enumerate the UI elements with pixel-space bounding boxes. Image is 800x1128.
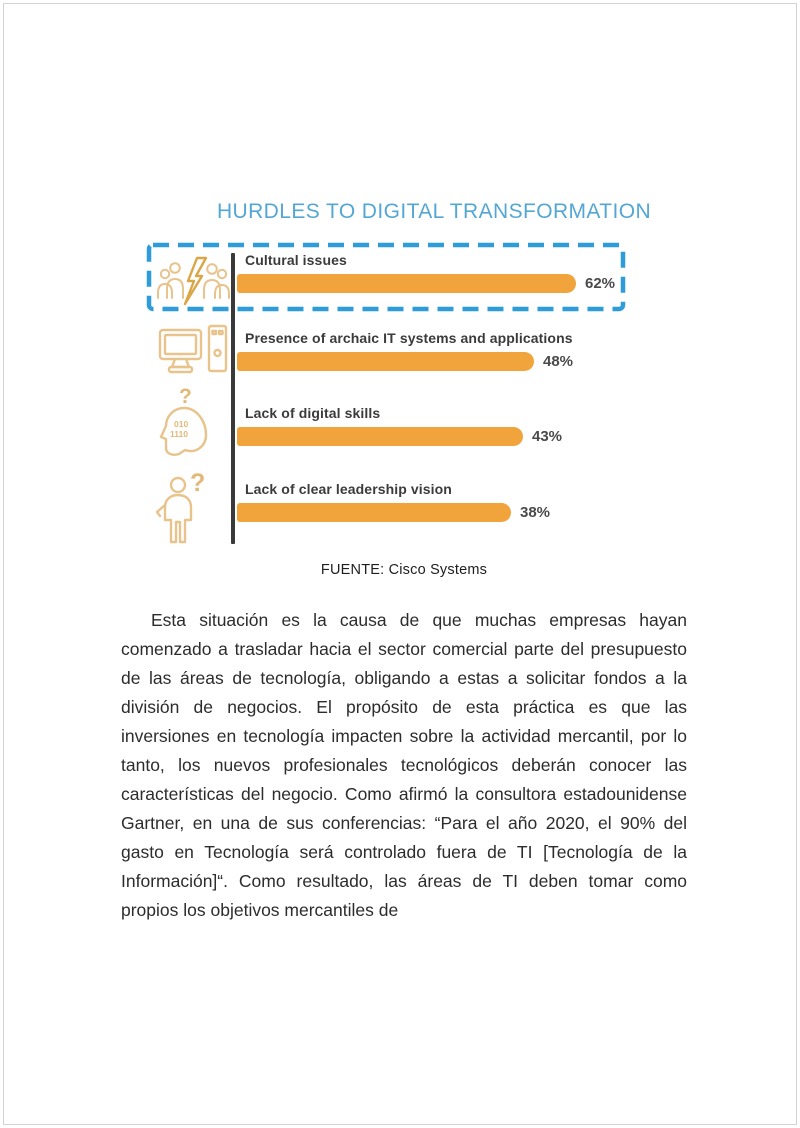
bar bbox=[237, 274, 576, 293]
bar bbox=[237, 352, 534, 371]
svg-text:?: ? bbox=[190, 469, 206, 497]
chart-title: HURDLES TO DIGITAL TRANSFORMATION bbox=[216, 200, 652, 223]
bar-value-label: 43% bbox=[532, 428, 563, 445]
people-conflict-icon bbox=[154, 256, 232, 306]
source-caption: FUENTE: Cisco Systems bbox=[320, 562, 488, 578]
bar-value-label: 48% bbox=[543, 353, 574, 370]
head-binary-question-icon bbox=[157, 384, 221, 460]
bar-category-label: Presence of archaic IT systems and applications bbox=[245, 330, 573, 346]
svg-text:1110: 1110 bbox=[170, 429, 188, 439]
chart-axis-line bbox=[231, 253, 235, 544]
bar bbox=[237, 427, 523, 446]
body-paragraph: Esta situación es la causa de que muchas empresas hayan comenzado a trasladar hacia el sector comercial parte del presupuesto de las áreas de tecnología, obligando a estas a solicitar fondos a la división de negocios. El propósito de esta práctica es que las inversiones en tecnología impacten sobre la actividad mercantil, por lo tanto, los nuevos profesionales tecnológicos deberán conocer las características del negocio. Como afirmó la consultora estadounidense Gartner, en una de sus conferencias: “Para el año 2020, el 90% del gasto en Tecnología será controlado fuera de TI [Tecnología de la Información]“. Como resultado, las áreas de TI deben tomar como propios los objetivos mercantiles de bbox=[121, 610, 687, 920]
bar-category-label: Lack of clear leadership vision bbox=[245, 481, 452, 497]
svg-text:?: ? bbox=[179, 385, 192, 408]
chart-row bbox=[237, 481, 667, 522]
bar-category-label: Lack of digital skills bbox=[245, 405, 381, 421]
document-page bbox=[3, 3, 797, 1125]
chart-row bbox=[237, 330, 667, 371]
chart-row bbox=[237, 405, 667, 446]
bar-value-label: 62% bbox=[585, 275, 616, 292]
desktop-computer-icon bbox=[157, 323, 229, 381]
bar bbox=[237, 503, 511, 522]
bar-value-label: 38% bbox=[520, 504, 551, 521]
person-question-icon bbox=[152, 465, 222, 547]
bar-category-label: Cultural issues bbox=[245, 252, 347, 268]
chart-row bbox=[237, 252, 667, 293]
svg-text:010: 010 bbox=[174, 419, 189, 429]
